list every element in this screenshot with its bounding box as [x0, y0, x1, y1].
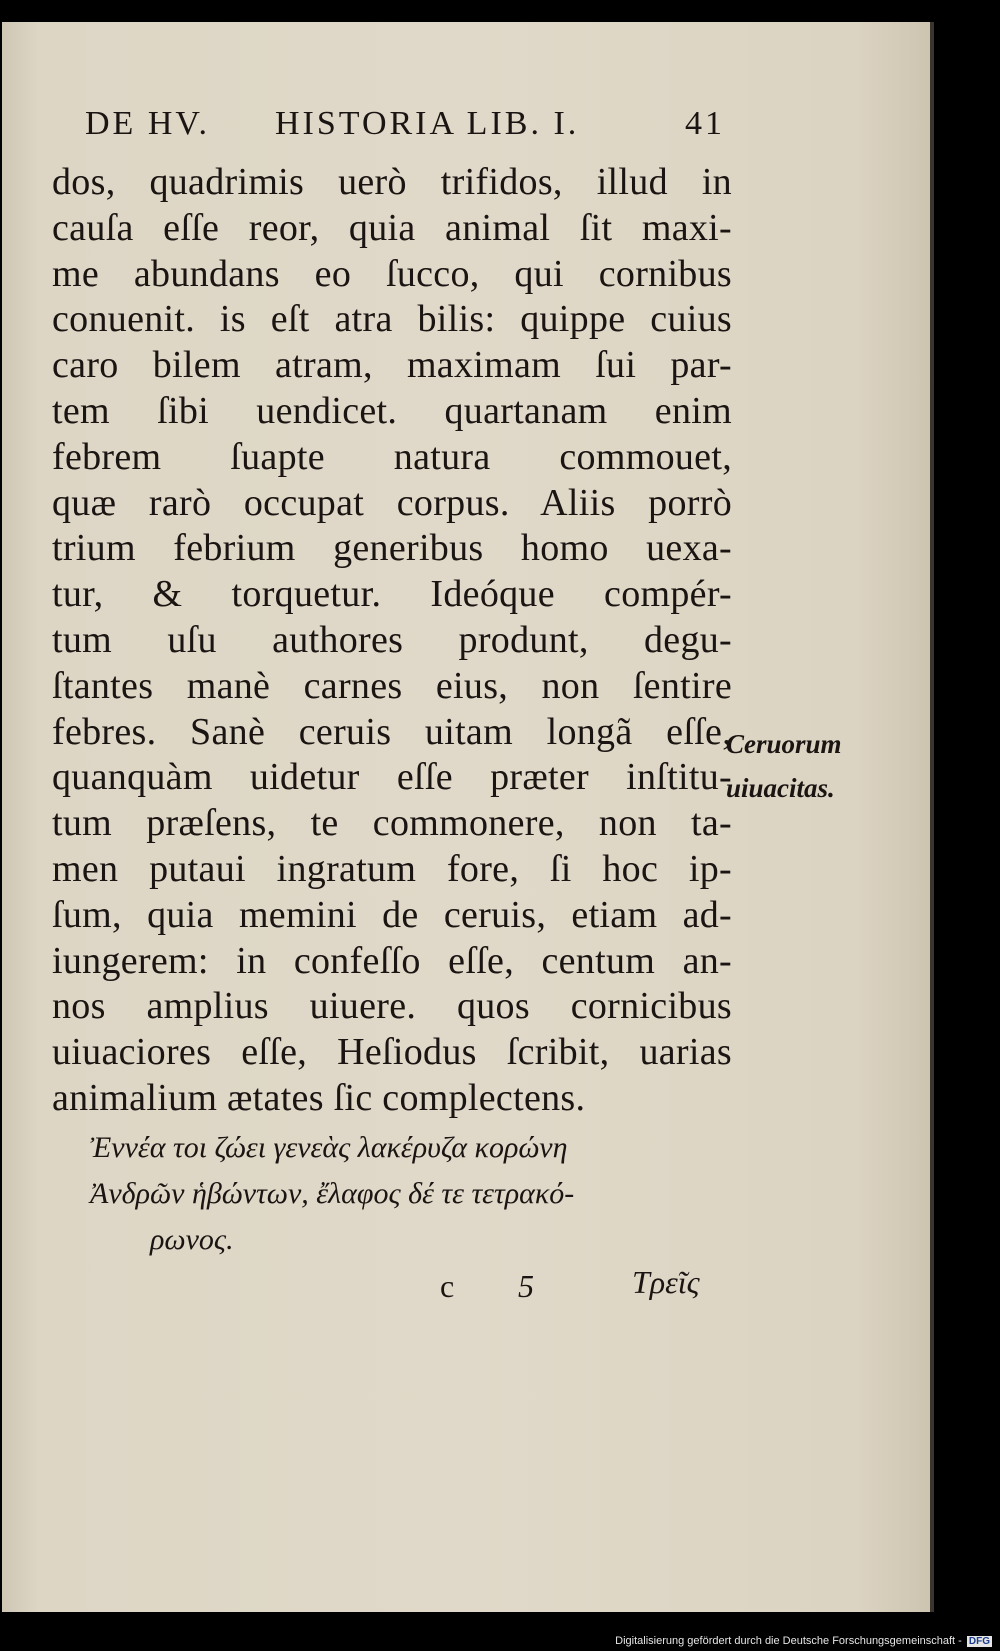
running-header: [85, 105, 725, 155]
greek-quotation: [90, 1125, 730, 1263]
marginal-note-line-2: uiuacitas.: [726, 773, 835, 803]
text-line: trium febrium generibus homo uexa-: [52, 527, 732, 570]
text-line: ſtantes manè carnes eius, non ſentire: [52, 664, 732, 707]
catchword: Τρεῖς: [632, 1264, 700, 1300]
text-line: iungerem: in confeſſo eſſe, centum an-: [52, 939, 732, 982]
digitization-footer: [615, 1635, 992, 1647]
text-line: tum uſu authores produnt, degu-: [52, 618, 732, 661]
text-line: conuenit. is eſt atra bilis: quippe cuius: [52, 298, 732, 341]
signature-mark-number: 5: [518, 1268, 534, 1304]
text-line: tur, & torquetur. Ideóque compér-: [52, 573, 732, 616]
text-line: men putaui ingratum fore, ſi hoc ip-: [52, 847, 732, 890]
text-line: uiuaciores eſſe, Heſiodus ſcribit, uarias: [52, 1031, 732, 1074]
page-edge: [930, 22, 934, 1612]
header-left: DE HV.: [85, 105, 211, 142]
text-line: caro bilem atram, maximam ſui par-: [52, 344, 732, 387]
text-line: ſum, quia memini de ceruis, etiam ad-: [52, 893, 732, 936]
main-text-block: [52, 160, 732, 1122]
signature-mark-letter: c: [440, 1268, 455, 1304]
dfg-logo: DFG: [968, 1636, 990, 1647]
greek-line-1: Ἐννέα τοι ζώει γενεὰς λακέρυζα κορώνη: [90, 1131, 568, 1164]
header-title: HISTORIA LIB. I.: [275, 105, 580, 142]
text-line: cauſa eſſe reor, quia animal ſit maxi-: [52, 206, 732, 249]
greek-line-2: Ἀνδρῶν ἡβώντων, ἔλαφος δέ τε τετρακό-: [90, 1177, 575, 1210]
text-line: nos amplius uiuere. quos cornicibus: [52, 985, 732, 1028]
page-number: 41: [685, 105, 725, 142]
text-line: me abundans eo ſucco, qui cornibus: [52, 252, 732, 295]
text-line: tum præſens, te commonere, non ta-: [52, 802, 732, 845]
text-line: animalium ætates ſic complectens.: [52, 1076, 586, 1119]
text-line: tem ſibi uendicet. quartanam enim: [52, 389, 732, 432]
text-line: quæ rarò occupat corpus. Aliis porrò: [52, 481, 732, 524]
text-line: quanquàm uidetur eſſe præter inſtitu-: [52, 756, 732, 799]
greek-line-3: ρωνος.: [150, 1223, 234, 1256]
footer-text: Digitalisierung gefördert durch die Deutsche Forschungsgemeinschaft -: [615, 1635, 962, 1647]
marginal-note-line-1: Ceruorum: [726, 729, 842, 759]
marginal-note: [726, 722, 842, 810]
text-line: dos, quadrimis uerò trifidos, illud in: [52, 161, 732, 203]
text-line: febrem ſuapte natura commouet,: [52, 435, 732, 478]
text-line: febres. Sanè ceruis uitam longã eſſe,: [52, 710, 732, 753]
